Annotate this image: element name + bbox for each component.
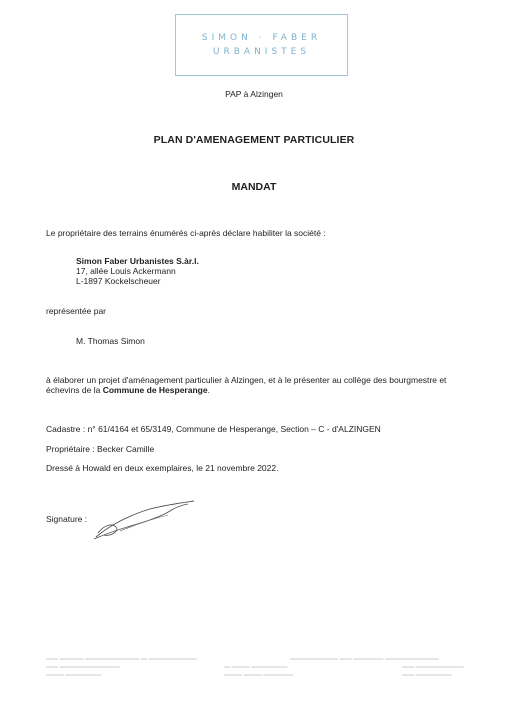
- footer-line: ▬▬▬ ▬▬▬▬▬▬: [46, 672, 102, 678]
- represented-by-label: représentée par: [46, 306, 107, 316]
- intro-text: Le propriétaire des terrains énumérés ci-après déclare habiliter la société :: [46, 228, 326, 238]
- logo-line-2: URBANISTES: [212, 47, 311, 57]
- footer-line: ▬▬ ▬▬▬▬▬▬▬▬▬▬: [46, 664, 120, 670]
- document-title: PLAN D'AMENAGEMENT PARTICULIER: [153, 134, 355, 146]
- company-logo: [175, 14, 348, 76]
- footer-line: ▬▬▬▬▬▬▬▬ ▬▬ ▬▬▬▬▬ ▬▬▬▬▬▬▬▬▬: [290, 656, 440, 662]
- project-subtitle: PAP à Alzingen: [225, 89, 283, 99]
- owner-text: Propriétaire : Becker Camille: [46, 444, 155, 454]
- logo-line-1: SIMON · FABER: [201, 33, 322, 43]
- mission-line-2: [46, 385, 210, 395]
- footer-line: ▬▬ ▬▬▬▬▬▬: [402, 672, 452, 678]
- footer-middle-block: [224, 663, 293, 679]
- representative-name: M. Thomas Simon: [76, 336, 145, 346]
- mission-line-1: à élaborer un projet d'aménagement particulier à Alzingen, et à le présenter au collège des bourgmestre et: [46, 375, 447, 385]
- footer-left-block: [46, 655, 197, 679]
- footer-line: ▬▬▬ ▬▬▬ ▬▬▬▬▬: [224, 672, 294, 678]
- company-street: 17, allée Louis Ackermann: [76, 266, 176, 276]
- cadastre-text: Cadastre : n° 61/4164 et 65/3149, Commune de Hesperange, Section – C - d'ALZINGEN: [46, 424, 381, 434]
- signature-label: Signature :: [46, 514, 88, 524]
- drawn-up-text: Dressé à Howald en deux exemplaires, le 21 novembre 2022.: [46, 463, 279, 473]
- company-name: Simon Faber Urbanistes S.àr.l.: [76, 256, 199, 266]
- section-heading: MANDAT: [231, 181, 277, 193]
- footer-line: ▬▬ ▬▬▬▬▬▬▬▬: [402, 664, 464, 670]
- footer-line: ▬▬ ▬▬▬▬ ▬▬▬▬▬▬▬▬▬ ▬ ▬▬▬▬▬▬▬▬: [46, 656, 197, 662]
- company-city: L-1897 Kockelscheuer: [76, 276, 161, 286]
- mission-line-2-prefix: échevins de la: [46, 385, 103, 395]
- footer-far-right-block: [402, 663, 464, 679]
- handwritten-signature: [90, 495, 200, 543]
- mission-line-2-suffix: .: [207, 385, 210, 395]
- footer-right-block: [290, 655, 439, 663]
- commune-name: Commune de Hesperange: [102, 385, 208, 395]
- footer-line: ▬ ▬▬▬ ▬▬▬▬▬▬: [224, 664, 288, 670]
